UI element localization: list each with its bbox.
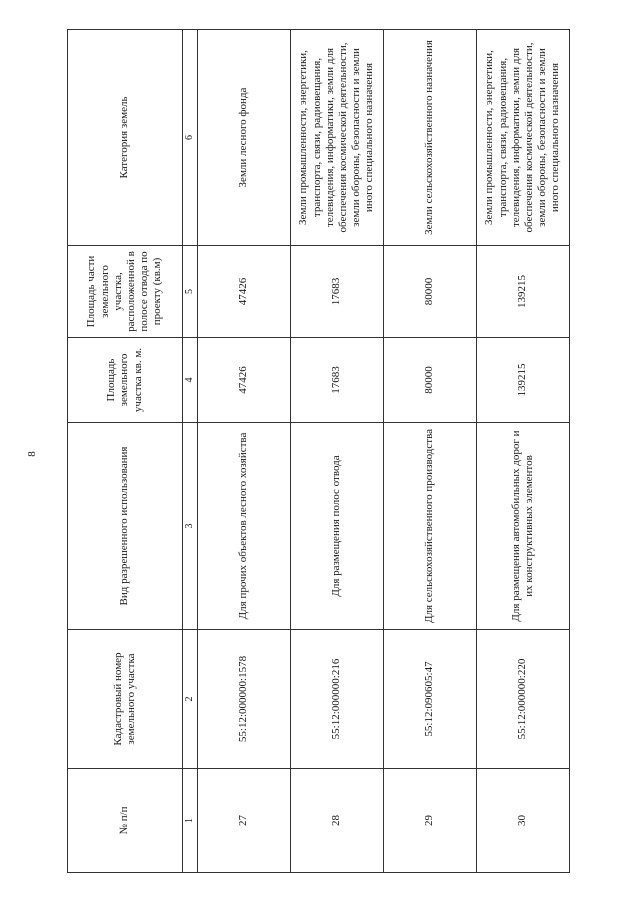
cell-permitted-use: Для прочих объектов лесного хозяйства (198, 423, 291, 630)
header-cell-part-area: Площадь части земельного участка, расположенной в полосе отвода по проекту (кв.м) (68, 246, 183, 338)
column-number-row (183, 30, 198, 873)
column-number: 3 (183, 423, 198, 630)
cell-plot-area: 17683 (291, 338, 384, 423)
cell-plot-area: 47426 (198, 338, 291, 423)
column-number: 1 (183, 769, 198, 873)
table-header-row (68, 30, 183, 873)
rotated-table-frame (67, 30, 562, 873)
header-cell-index: № п/п (68, 769, 183, 873)
cell-permitted-use: Для размещения автомобильных дорог и их конструктивных элементов (477, 423, 570, 630)
cell-index: 30 (477, 769, 570, 873)
cell-index: 28 (291, 769, 384, 873)
cell-part-area: 80000 (384, 246, 477, 338)
cell-plot-area: 80000 (384, 338, 477, 423)
cell-land-category: Земли промышленности, энергетики, транспорта, связи, радиовещания, телевидения, информатики, земли для обеспечения космической деятельности, земли обороны, безопасности и земли иного специального назначения (477, 30, 570, 246)
cell-land-category: Земли промышленности, энергетики, транспорта, связи, радиовещания, телевидения, информатики, земли для обеспечения космической деятельности, земли обороны, безопасности и земли иного специального назначения (291, 30, 384, 246)
cell-cadastral-number: 55:12:000000:220 (477, 630, 570, 769)
cell-index: 27 (198, 769, 291, 873)
cell-cadastral-number: 55:12:090605:47 (384, 630, 477, 769)
cell-index: 29 (384, 769, 477, 873)
column-number: 2 (183, 630, 198, 769)
cell-cadastral-number: 55:12:000000:1578 (198, 630, 291, 769)
column-number: 6 (183, 30, 198, 246)
header-cell-plot-area: Площадь земельного участка кв. м. (68, 338, 183, 423)
cell-plot-area: 139215 (477, 338, 570, 423)
header-cell-permitted-use: Вид разрешенного использования (68, 423, 183, 630)
header-cell-land-category: Категория земель (68, 30, 183, 246)
table-row (477, 30, 570, 873)
header-cell-cadastral-number: Кадастровый номер земельного участка (68, 630, 183, 769)
cell-part-area: 139215 (477, 246, 570, 338)
cell-cadastral-number: 55:12:000000:216 (291, 630, 384, 769)
land-plots-table (67, 29, 570, 873)
cell-land-category: Земли сельскохозяйственного назначения (384, 30, 477, 246)
page-number: 8 (26, 451, 38, 457)
table-row (198, 30, 291, 873)
cell-land-category: Земли лесного фонда (198, 30, 291, 246)
cell-part-area: 47426 (198, 246, 291, 338)
column-number: 4 (183, 338, 198, 423)
cell-part-area: 17683 (291, 246, 384, 338)
table-row (384, 30, 477, 873)
column-number: 5 (183, 246, 198, 338)
cell-permitted-use: Для сельскохозяйственного производства (384, 423, 477, 630)
rotated-table-container (67, 30, 562, 873)
cell-permitted-use: Для размещения полос отвода (291, 423, 384, 630)
table-row (291, 30, 384, 873)
